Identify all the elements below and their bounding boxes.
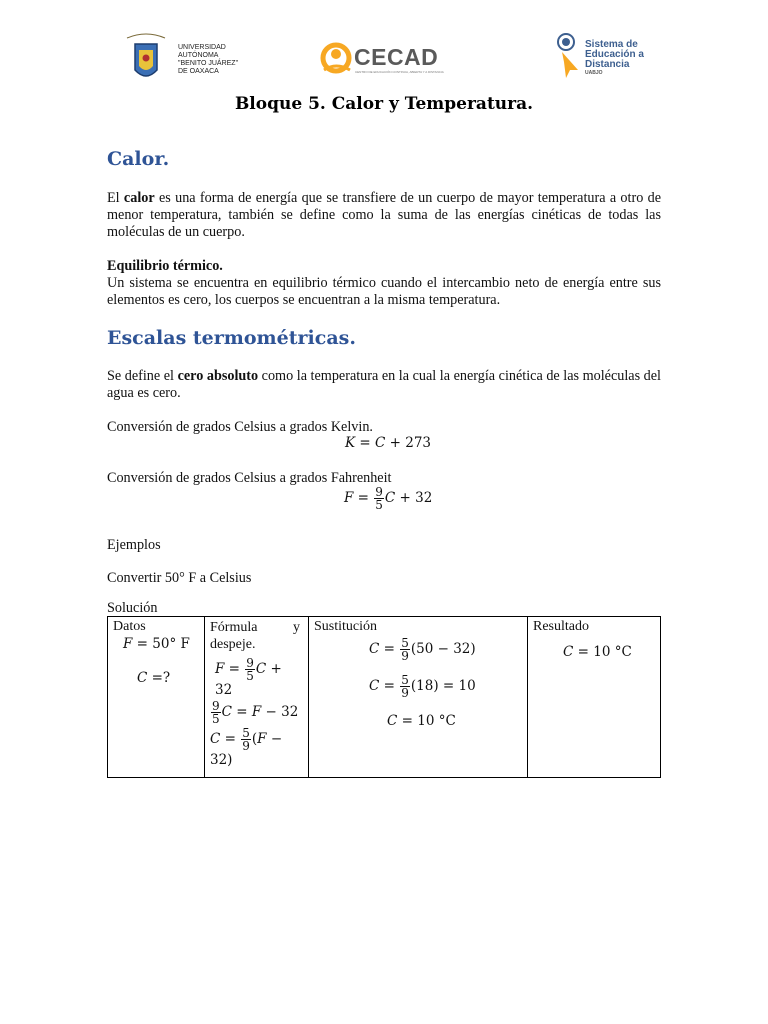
sustitucion-2: C = $\frac{5}{9}$ (18) = 10 [369,673,476,700]
cero-p-post: como la temperatura en la cual la energía cinética de las moléculas del agua es cero. [107,368,661,401]
cero-p-bold: cero absoluto [177,368,259,384]
datos-f: F = 50° F [123,636,190,652]
fahrenheit-formula: F = $\frac{9}{5}$ C + 32 [344,485,433,512]
kelvin-formula: K = C + 273 [345,435,431,451]
calor-p-pre: El [107,190,124,206]
datos-c: C =? [137,670,171,686]
cecad-emblem-icon [318,40,358,78]
sed-line-2: Educación a [585,49,644,60]
cecad-subtitle: CENTRO DE EDUCACIÓN CONTINUA, ABIERTA Y A DISTANCIA [355,70,444,74]
resultado-value: C = 10 °C [563,644,632,660]
solution-table [107,616,661,778]
sed-line-1: Sistema de [585,39,638,50]
cero-p-pre: Se define el [107,368,178,384]
uabjo-line-1: UNIVERSIDAD [178,44,226,51]
uabjo-logo [123,30,253,88]
sustitucion-cell [309,617,528,778]
resultado-header: Resultado [533,619,589,634]
uabjo-line-4: DE OAXACA [178,68,219,75]
sed-subtitle: UABJO [585,70,603,76]
cero-absoluto-paragraph [107,368,661,402]
calor-p-bold: calor [123,190,155,206]
cecad-logo [318,40,450,80]
cecad-name: CECAD [354,44,439,70]
formula-1: F = $\frac{9}{5}$ C + 32 [215,656,282,698]
sed-emblem-icon [556,32,584,78]
convertir-label: Convertir 50° F a Celsius [107,570,252,586]
datos-header: Datos [113,619,146,634]
calor-p-post: es una forma de energía que se transfiere de un cuerpo de mayor temperatura a otro de menor temperatura, también se define como la suma de las energías cinéticas de todas las moléculas de un cuerpo. [107,190,661,240]
formula-3: C = $\frac{5}{9}$ (F − 32) [210,726,283,768]
uabjo-line-2: AUTÓNOMA [178,52,219,59]
ejemplos-label: Ejemplos [107,537,161,553]
sustitucion-3: C = 10 °C [387,713,456,729]
solucion-label: Solución [107,600,158,616]
fahrenheit-label: Conversión de grados Celsius a grados Fahrenheit [107,470,392,486]
escalas-heading: Escalas termométricas. [107,327,356,349]
calor-heading: Calor. [107,148,170,170]
formula-2: $\frac{9}{5}$ C = F − 32 [212,699,299,726]
kelvin-label: Conversión de grados Celsius a grados Kelvin. [107,419,373,435]
page-title: Bloque 5. Calor y Temperatura. [234,94,534,114]
uabjo-line-3: "BENITO JUÁREZ" [178,60,239,67]
sed-line-3: Distancia [585,59,630,70]
formula-cell [205,617,309,778]
datos-cell [108,617,205,778]
sustitucion-header: Sustitución [314,619,378,634]
formula-header: Fórmula y despeje. [210,620,300,652]
calor-paragraph [107,190,661,241]
resultado-cell [528,617,661,778]
table-row [108,617,661,778]
sed-logo [556,32,651,80]
uabjo-shield-icon [123,30,169,88]
equilibrio-heading: Equilibrio térmico. [107,258,223,274]
equilibrio-paragraph: Un sistema se encuentra en equilibrio térmico cuando el intercambio neto de energía entre sus elementos es cero, los cuerpos se encuentran a la misma temperatura. [107,275,661,308]
sustitucion-1: C = $\frac{5}{9}$ (50 − 32) [369,636,476,663]
